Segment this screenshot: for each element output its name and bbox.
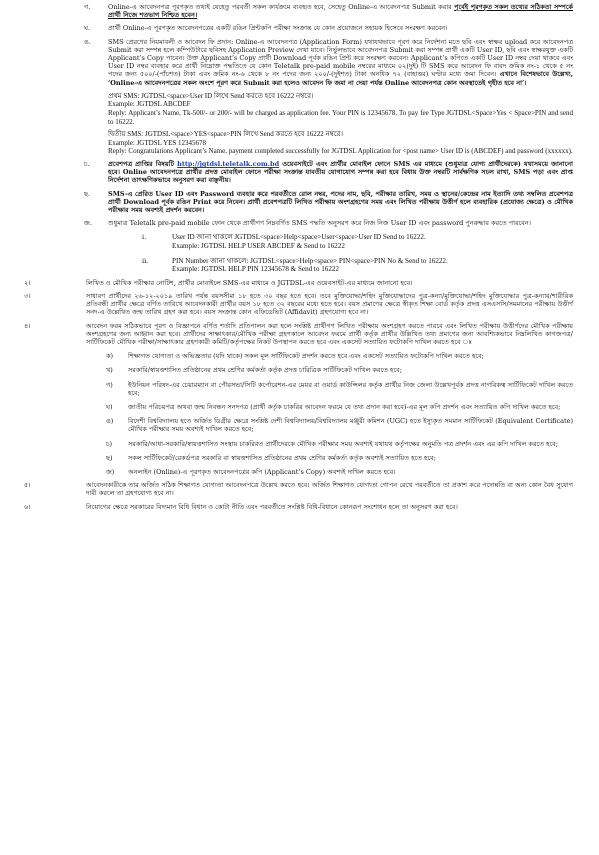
section-ga <box>22 3 573 19</box>
recovery-example: Example: JGTDSL HELP USER ABCDEF & Send to 16222 <box>172 242 345 250</box>
recovery-user-id <box>22 233 573 250</box>
sms-example: Example: JGTDSL ABCDEF <box>108 100 191 109</box>
item-label: গ. <box>84 3 91 11</box>
item-label: ছ. <box>84 189 91 198</box>
paragraph-text: প্রবেশপত্র প্রাপ্তির বিষয়টি <box>108 159 175 168</box>
item-label: ঘ. <box>84 24 91 33</box>
sms-reply: Reply: Congratulations Applicant’s Name, payment completed successfully for JGTDSL Application for <post name> User ID is (ABCDEF) and password (xxxxxx). <box>108 147 573 156</box>
paragraph-text: সাধারণ প্রার্থীদের ২৬-১২-২০১৯ তারিখ পর্যন্ত বয়সসীমা ১৮ হতে ৩০ বছর হতে হবে। তবে মুক্তিযোদ্ধা/শহিদ মুক্তিযোদ্ধাদের পুত্র-কন্যা/মুক্তিযোদ্ধা/শহিদ মুক্তিযোদ্ধার পুত্র-কন্যার/শারীরিক প্রতিবন্ধী প্রার্থীর ক্ষেত্রে বর্ণিত তারিখে আবেদনকারী প্রার্থীর বয়স ১৮ হতে ৩২ বছরের মধ্যে হতে হবে। বয়স প্রমাণের ক্ষেত্রে স্বীকৃত শিক্ষা বোর্ড কর্তৃক প্রদত্ত এসএসসি/সমমানের পরীক্ষায় উত্তীর্ণ সনদ-এ উল্লেখিত জন্ম তারিখ গ্রহণ করা হবে। বয়স সংক্রান্ত কোন এফিডেভিট (Affidavit) গ্রহণযোগ্য হবে না। <box>86 291 573 317</box>
paragraph-text: নিয়োগের ক্ষেত্রে সরকারের বিদ্যমান বিধি বিধান ও কোটা নীতি এবং পরবর্তীতে সংশ্লিষ্ট বিধি-বিধানে কোনরূপ সংশোধন হলে তা অনুসরণ করা হবে। <box>86 502 458 511</box>
clause-2 <box>22 279 573 287</box>
item-label: ঙ) <box>106 417 114 426</box>
item-label: i. <box>142 233 147 242</box>
clause-6 <box>22 503 573 511</box>
item-label: চ. <box>84 159 90 168</box>
clause-number: ৩। <box>24 291 31 300</box>
paragraph-text: প্রার্থী Online-এ পূরণকৃত আবেদনপত্রের একটি রঙিন প্রিন্টকপি পরীক্ষা সংক্রান্ত যে কোন প্রয়োজনে সহায়ক হিসেবে সংরক্ষণ করবেন। <box>108 24 448 33</box>
sms-instruction: দ্বিতীয় SMS: JGTDSL<space>YES<space>PIN লিখে Send করতে হবে 16222 নম্বরে। <box>108 130 343 139</box>
recovery-instruction: User ID জানা থাকলে JGTDSL<space>Help<space>User<space>User ID Send to 16222. <box>172 233 426 242</box>
list-item <box>22 352 573 360</box>
item-label: ঙ. <box>84 37 91 46</box>
list-item-text: জাতীয় পরিচয়পত্র অথবা জন্ম নিবন্ধন সনদপত্র (প্রার্থী কর্তৃক চাকরির আবেদন ফরমে যে তথ্য প্রদান করা হবে)-এর মূল কপি প্রদর্শন এবং সত্যায়িত কপি দাখিল করতে হবে; <box>128 403 561 412</box>
paragraph-text: শুধুমাত্র Teletalk pre-paid mobile ফোন থেকে প্রার্থীগণ নিম্নবর্ণিত SMS পদ্ধতি অনুসরণ করে নিজ নিজ User ID এবং password পুনরুদ্ধার করতে পারবেন। <box>108 219 531 228</box>
item-label: জ) <box>106 468 115 477</box>
sms-first <box>22 92 573 126</box>
item-label: ঘ) <box>106 403 113 412</box>
item-label: ii. <box>142 256 149 265</box>
list-item <box>22 403 573 411</box>
teletalk-website-link[interactable]: http://jgtdsl.teletalk.com.bd <box>177 159 280 168</box>
item-label: চ) <box>106 439 113 448</box>
sms-reply: Reply: Applicant’s Name, Tk-500/- or 200/- will be charged as application fee. Your PIN is 12345678. To pay fee Type JGTDSL<Space>Yes < Space>PIN and send to 16222. <box>108 109 573 126</box>
item-label: ক) <box>106 352 114 361</box>
sms-second <box>22 130 573 156</box>
emphasis-text: পূর্বেই পূরণকৃত সকল তথ্যের সঠিকতা সম্পর্কে প্রার্থী নিজে শতভাগ নিশ্চিত হবেন। <box>108 3 573 20</box>
recovery-example: Example: JGTDSL HELP PIN 12345678 & Send to 16222 <box>172 265 339 274</box>
section-uma <box>22 38 573 87</box>
clause-number: ৫। <box>24 481 31 490</box>
section-gha <box>22 24 573 32</box>
list-item-text: শিক্ষাগত যোগ্যতা ও অভিজ্ঞতার (যদি থাকে) সকল মূল সার্টিফিকেট প্রদর্শন করতে হবে এবং একসেট সত্যায়িত ফটোকপি দাখিল করতে হবে; <box>128 352 484 361</box>
paragraph-text: ওয়েবসাইটে এবং প্রার্থীর মোবাইল ফোনে SMS এর মাধ্যমে (শুধুমাত্র যোগ্য প্রার্থীদেরকে) যথাসময়ে জানানো হবে। Online আবেদনপত্রে প্রার্থীর প্রদত্ত মোবাইল ফোনে পরীক্ষা সংক্রান্ত যাবতীয় যোগাযোগ সম্পন্ন করা হবে বিধায় উক্ত নম্বরটি সার্বক্ষণিক সচল রাখা, SMS পড়া এবং প্রাপ্ত নির্দেশনা তাৎক্ষণিকভাবে অনুসরণ করা বাঞ্ছনীয়। <box>108 159 574 185</box>
recovery-pin <box>22 257 573 274</box>
item-label: জ. <box>84 219 92 228</box>
list-item <box>22 440 573 448</box>
list-item <box>22 417 573 433</box>
paragraph-text: লিখিত ও মৌখিক পরীক্ষার নোটিশ, প্রার্থীর মোবাইলে SMS-এর মাধ্যমে ও JGTDSL-এর ওয়েবসাইট-এর মাধ্যমে জানানো হবে। <box>86 278 413 287</box>
clause-number: ৪। <box>24 321 31 330</box>
list-item-text: অনলাইন (Online)-এ পূরণকৃত আবেদনপত্রের কপি (Applicant’s Copy) অবশ্যই দাখিল করতে হবে। <box>128 468 396 477</box>
section-chha <box>22 190 573 215</box>
list-item-text: সরকারি/স্বায়ত্তশাসিত প্রতিষ্ঠানের প্রথম শ্রেণির কর্মকর্তা কর্তৃক প্রদত্ত চারিত্রিক সার্টিফিকেট দাখিল করতে হবে; <box>128 366 402 375</box>
item-label: খ) <box>106 366 113 375</box>
sms-instruction: প্রথম SMS: JGTDSL<space>User ID লিখে Send করতে হবে 16222 নম্বরে। <box>108 91 314 100</box>
paragraph-text: SMS প্রেরণের নিয়মাবলী ও আবেদন ফি প্রদান: Online-এ আবেদনপত্র (Application Form) যথাযথভাবে পূরণ করে নির্দেশনা মতে ছবি এবং স্বাক্ষর upload করে আবেদনপত্র Submit করা সম্পন্ন হলে কম্পিউটারে ছবিসহ Application Preview দেখা যাবে। নির্ভুলভাবে আবেদনপত্র Submit করা সম্পন্ন প্রার্থী একটি User ID, ছবি এবং স্বাক্ষরযুক্ত একটি Applicant’s Copy পাবেন। উক্ত Applicant’s Copy প্রার্থী Download পূর্বক রঙিন প্রিন্ট করে সংরক্ষণ করবেন। Applicant’s কপিতে একটি User ID নম্বর দেয়া থাকবে এবং User ID নম্বর ব্যবহার করে প্রার্থী নিম্নোক্ত পদ্ধতিতে যে কোন Teletalk pre-paid mobile নম্বরের মাধ্যমে ০২(দুই) টি SMS করে আবেদন ফি বাবদ ক্রমিক নং-১ থেকে ৫ নং পদের জন্য ৫০০/-(পাঁচশত) টাকা এবং ক্রমিক নং-৬ থেকে ৮ নং পদের জন্য ২০০/-(দুইশত) টাকা অনধিক ৭২ (বাহাত্তর) ঘণ্টার মধ্যে জমা দিবেন। <box>108 37 573 79</box>
clause-4 <box>22 322 573 347</box>
list-item-text: সকল সার্টিফিকেট/রেকর্ডপত্র সরকারি বা স্বায়ত্তশাসিত প্রতিষ্ঠানের প্রথম শ্রেণির কর্মকর্তা কর্তৃক অবশ্যই সত্যায়িত হতে হবে; <box>128 453 436 462</box>
clause-3 <box>22 292 573 317</box>
paragraph-text: আবেদনকারীকে তার অর্জিত সঠিক শিক্ষাগত যোগ্যতা আবেদনপত্রে উল্লেখ করতে হবে। অর্জিত শিক্ষাগত যোগ্যতা গোপন রেখে পরবর্তীতে তা প্রকাশ করে পদোন্নতি বা অন্য কোন বৈধ সুযোগ দাবী করলে তা গ্রহণযোগ্য হবে না। <box>86 481 573 498</box>
sms-example: Example: JGTDSL YES 12345678 <box>108 138 207 147</box>
paragraph-text: Online-এ আবেদনপত্র পূরণকৃত তথ্যই যেহেতু পরবর্তী সকল কার্যক্রমে ব্যবহৃত হবে, সেহেতু Online-এ আবেদনপত্র Submit করার <box>108 3 452 11</box>
clause-5 <box>22 481 573 497</box>
paragraph-text: SMS-এ প্রেরিত User ID এবং Password ব্যবহার করে পরবর্তীতে রোল নম্বর, পদের নাম, ছবি, পরীক্ষার তারিখ, সময় ও স্থানের/কেন্দ্রের নাম ইত্যাদি তথ্য সম্বলিত প্রবেশপত্র প্রার্থী Download পূর্বক রঙিন Print করে নিবেন। প্রার্থী প্রবেশপত্রটি লিখিত পরীক্ষায় অংশগ্রহণের সময় এবং লিখিত পরীক্ষায় উত্তীর্ণ হলে ব্যবহারিক (প্রযোজ্য ক্ষেত্রে) ও মৌখিক পরীক্ষার সময় অবশ্যই প্রদর্শন করবেন। <box>108 189 573 214</box>
paragraph-text: আবেদন ফরম সঠিকভাবে পূরণ ও বিজ্ঞাপনে বর্ণিত শর্তাদি প্রতিপালন করা হলে সংশ্লিষ্ট প্রার্থীগণ লিখিত পরীক্ষায় অংশগ্রহণ করতে পারবে এবং লিখিত পরীক্ষায় উত্তীর্ণদের মৌখিক পরীক্ষায় অংশগ্রহণের জন্য আহ্বান করা হবে। প্রার্থীদের সাক্ষাৎকার/মৌখিক পরীক্ষা গ্রহণকালে আবেদন ফরমে প্রার্থী কর্তৃক প্রার্থীর উল্লিখিত তথ্য প্রমাণের জন্য আবশ্যিকভাবে নিম্নলিখিত কাগজপত্র/সার্টিফিকেট মৌখিক পরীক্ষা/সাক্ষাৎকার গ্রহণকারী কমিটি/কর্তৃপক্ষের নিকট উপস্থাপন করতে হবে এবং একসেট সত্যায়িত ফটোকপি দাখিল করতে হবে ঃ <box>86 321 573 346</box>
list-item-text: সরকারি/আধা-সরকারি/স্বায়ত্তশাসিত সংস্থায় চাকরিরত প্রার্থীদেরকে মৌখিক পরীক্ষার সময় অবশ্যই যথাযথ কর্তৃপক্ষের অনুমতি পত্র প্রদর্শন এবং এর কপি দাখিল করতে হবে; <box>128 439 558 448</box>
section-cha <box>22 160 573 185</box>
section-ja <box>22 219 573 227</box>
list-item-text: বিদেশী বিশ্ববিদ্যালয় হতে অর্জিত ডিগ্রীর ক্ষেত্রে সংশ্লিষ্ট দেশী বিশ্ববিদ্যালয়/বিশ্ববিদ্যালয় মঞ্জুরী কমিশন (UGC) হতে ইস্যুকৃত সমমান সার্টিফিকেট (Equivalent Certificate) মৌখিক পরীক্ষার সময় অবশ্যই দাখিল করতে হবে; <box>128 417 573 434</box>
clause-number: ২। <box>24 278 31 287</box>
list-item <box>22 381 573 397</box>
clause-number: ৬। <box>24 502 31 511</box>
item-label: গ) <box>106 380 113 389</box>
list-item <box>22 454 573 462</box>
list-item-text: ইউনিয়ন পরিষদ-এর চেয়ারম্যান বা পৌরসভা/সিটি কর্পোরেশন-এর মেয়র বা ওয়ার্ড কাউন্সিলর কর্তৃক প্রার্থীর নিজ জেলা উল্লেখপূর্বক প্রদত্ত নাগরিকত্ব সার্টিফিকেট দাখিল করতে হবে; <box>128 380 573 397</box>
recovery-instruction: PIN Number জানা থাকলে: JGTDSL<space>Help<space> PIN<space>PIN No & Send to 16222. <box>172 256 448 265</box>
list-item <box>22 468 573 476</box>
emphasis-text: এখানে বিশেষভাবে উল্লেখ্য, ‘Online-এ আবেদনপত্রের সকল অংশে পূরণ করে Submit করা হলেও আবেদন ফি জমা না দেয়া পর্যন্ত Online আবেদনপত্র কোন অবস্থাতেই গৃহীত হবে না’। <box>108 70 574 87</box>
list-item <box>22 366 573 374</box>
item-label: ছ) <box>106 453 113 462</box>
document-list <box>22 352 573 476</box>
